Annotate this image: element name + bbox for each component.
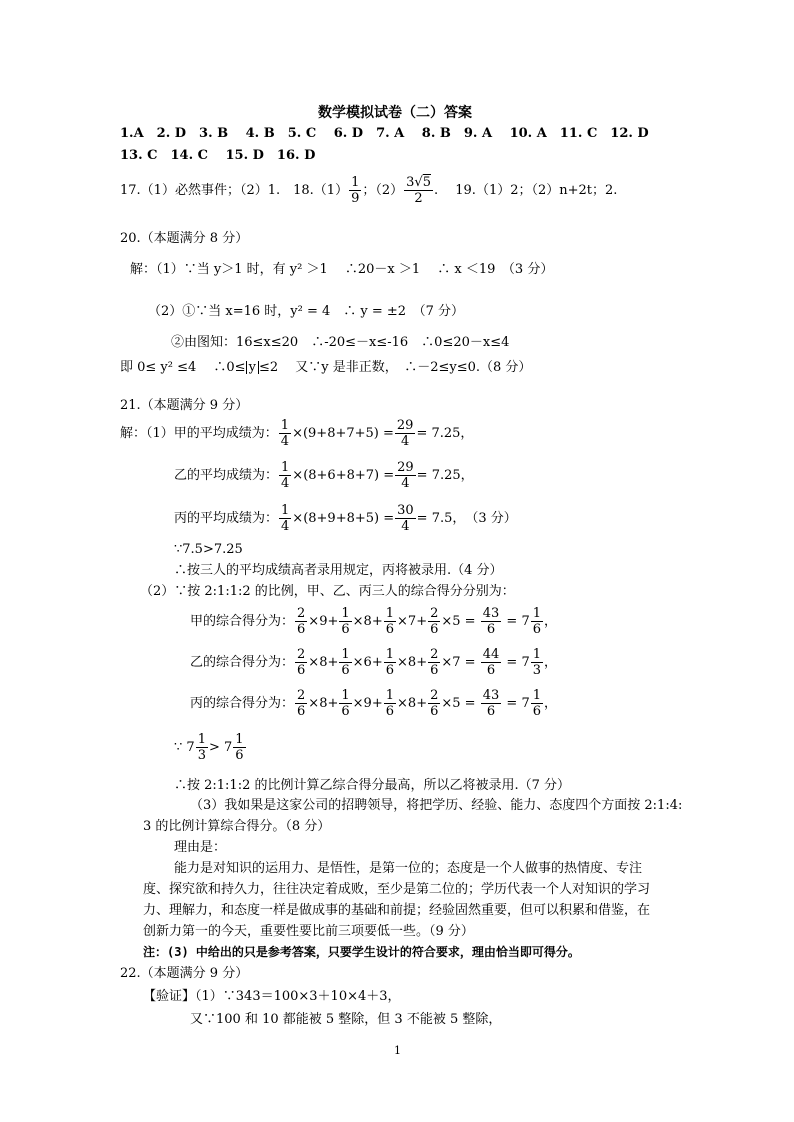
q19-text: . 19.（1）2；（2）n+2t；2. [434, 183, 618, 198]
q21-conclusion2: ∴按 2:1:1:2 的比例计算乙综合得分最高，所以乙将被录用.（7 分） [174, 778, 571, 793]
q21-header: 21.（本题满分 9 分） [120, 398, 249, 413]
q21-reason-line2: 度、探究欲和持久力，往往决定着成败，至少是第二位的；学历代表一个人对知识的学习 [143, 882, 651, 897]
q21-reason-line1: 能力是对知识的运用力、是悟性，是第一位的；态度是一个人做事的热情度、专注 [174, 861, 643, 876]
page-title: 数学模拟试卷（二）答案 [318, 105, 472, 121]
q22-line2: 又∵100 和 10 都能被 5 整除，但 3 不能被 5 整除， [190, 1012, 502, 1027]
q18-radical-fraction: $\frac{3√5}{2}$ [406, 175, 431, 206]
q18-fraction: $\frac{1}{9}$ [351, 175, 360, 206]
q20-line2: （2）①∵当 x=16 时，y² = 4 ∴ y = ±2 （7 分） [148, 304, 464, 319]
q21-part3-line1: （3）我如果是这家公司的招聘领导，将把学历、经验、能力、态度四个方面按 2:1:4: [190, 798, 683, 813]
choice-answers-row2: 13. C 14. C 15. D 16. D [120, 148, 316, 163]
q21-comp-bing: 丙的综合得分为： $\frac{2}{6}$ ×8 + $\frac{1}{6}$ ×9 + $\frac{1}{6}$ ×8 + $\frac{2}{6}$ ×5 = $\frac{43}{6}$ = 7 $\frac{1}{6}$ ， [190, 688, 558, 719]
q21-avg-jia: 解：（1）甲的平均成绩为： $\frac{1}{4}$ ×(9+8+7+5) = $\frac{29}{4}$ = 7.25， [120, 418, 474, 449]
q21-part2-header: （2）∵按 2:1:1:2 的比例，甲、乙、丙三人的综合得分分别为： [140, 584, 515, 599]
q22-line1: 【验证】（1）∵343＝100×3＋10×4＋3， [143, 989, 401, 1004]
q17-19-answers [120, 176, 617, 205]
q21-comp-jia: 甲的综合得分为： $\frac{2}{6}$ ×9 + $\frac{1}{6}$ ×8 + $\frac{1}{6}$ ×7 + $\frac{2}{6}$ ×5 = $\frac{43}{6}$ = 7 $\frac{1}{6}$ ， [190, 606, 558, 637]
absolute-value-y: y [246, 361, 259, 374]
q20-header: 20.（本题满分 8 分） [120, 231, 249, 246]
q21-reason-line4: 创新力第一的今天，重要性要比前三项要低一些。（9 分） [143, 924, 474, 939]
q18-text: ；（2） [362, 183, 404, 198]
q17-text: 17.（1）必然事件；（2）1. 18.（1） [120, 183, 349, 198]
q21-note: 注：(3) 中给出的只是参考答案，只要学生设计的符合要求，理由恰当即可得分。 [143, 945, 580, 959]
page-number: 1 [394, 1044, 401, 1057]
q21-avg-bing: 丙的平均成绩为： $\frac{1}{4}$ ×(8+9+8+5) = $\frac{30}{4}$ = 7.5， （3 分） [174, 503, 517, 534]
choice-answers-row1: 1.A 2. D 3. B 4. B 5. C 6. D 7. A 8. B 9. A 10. A 11. C 12. D [120, 126, 649, 141]
q21-avg-yi: 乙的平均成绩为： $\frac{1}{4}$ ×(8+6+8+7) = $\frac{29}{4}$ = 7.25， [174, 460, 474, 491]
q21-compare1: ∵7.5>7.25 [174, 542, 243, 557]
q21-comp-yi: 乙的综合得分为： $\frac{2}{6}$ ×8 + $\frac{1}{6}$ ×6 + $\frac{1}{6}$ ×8 + $\frac{2}{6}$ ×7 = $\frac{44}{6}$ = 7 $\frac{1}{3}$ ， [190, 647, 558, 678]
q21-part3-line2: 3 的比例计算综合得分。（8 分） [143, 819, 331, 834]
q22-header: 22.（本题满分 9 分） [120, 966, 249, 981]
q21-conclusion1: ∴按三人的平均成绩高者录用规定，丙将被录用.（4 分） [174, 563, 503, 578]
q21-reason-line3: 力、理解力，和态度一样是做成事的基础和前提；经验固然重要，但可以积累和借鉴，在 [143, 903, 651, 918]
q20-line3: ②由图知：16≤x≤20 ∴-20≤－x≤-16 ∴0≤20－x≤4 [171, 335, 510, 350]
q21-reason-heading: 理由是： [174, 840, 227, 855]
q21-compare2: ∵ 7 $\frac{1}{3}$ > 7 $\frac{1}{6}$ [174, 732, 244, 763]
q20-line4: 即 0≤ y² ≤4 ∴0≤ y ≤2 又∵y 是非正数， ∴－2≤y≤0.（8 分） [120, 360, 532, 375]
q20-line1: 解：（1）∵当 y＞1 时，有 y² ＞1 ∴20－x ＞1 ∴ x ＜19 （3 分） [130, 262, 554, 277]
